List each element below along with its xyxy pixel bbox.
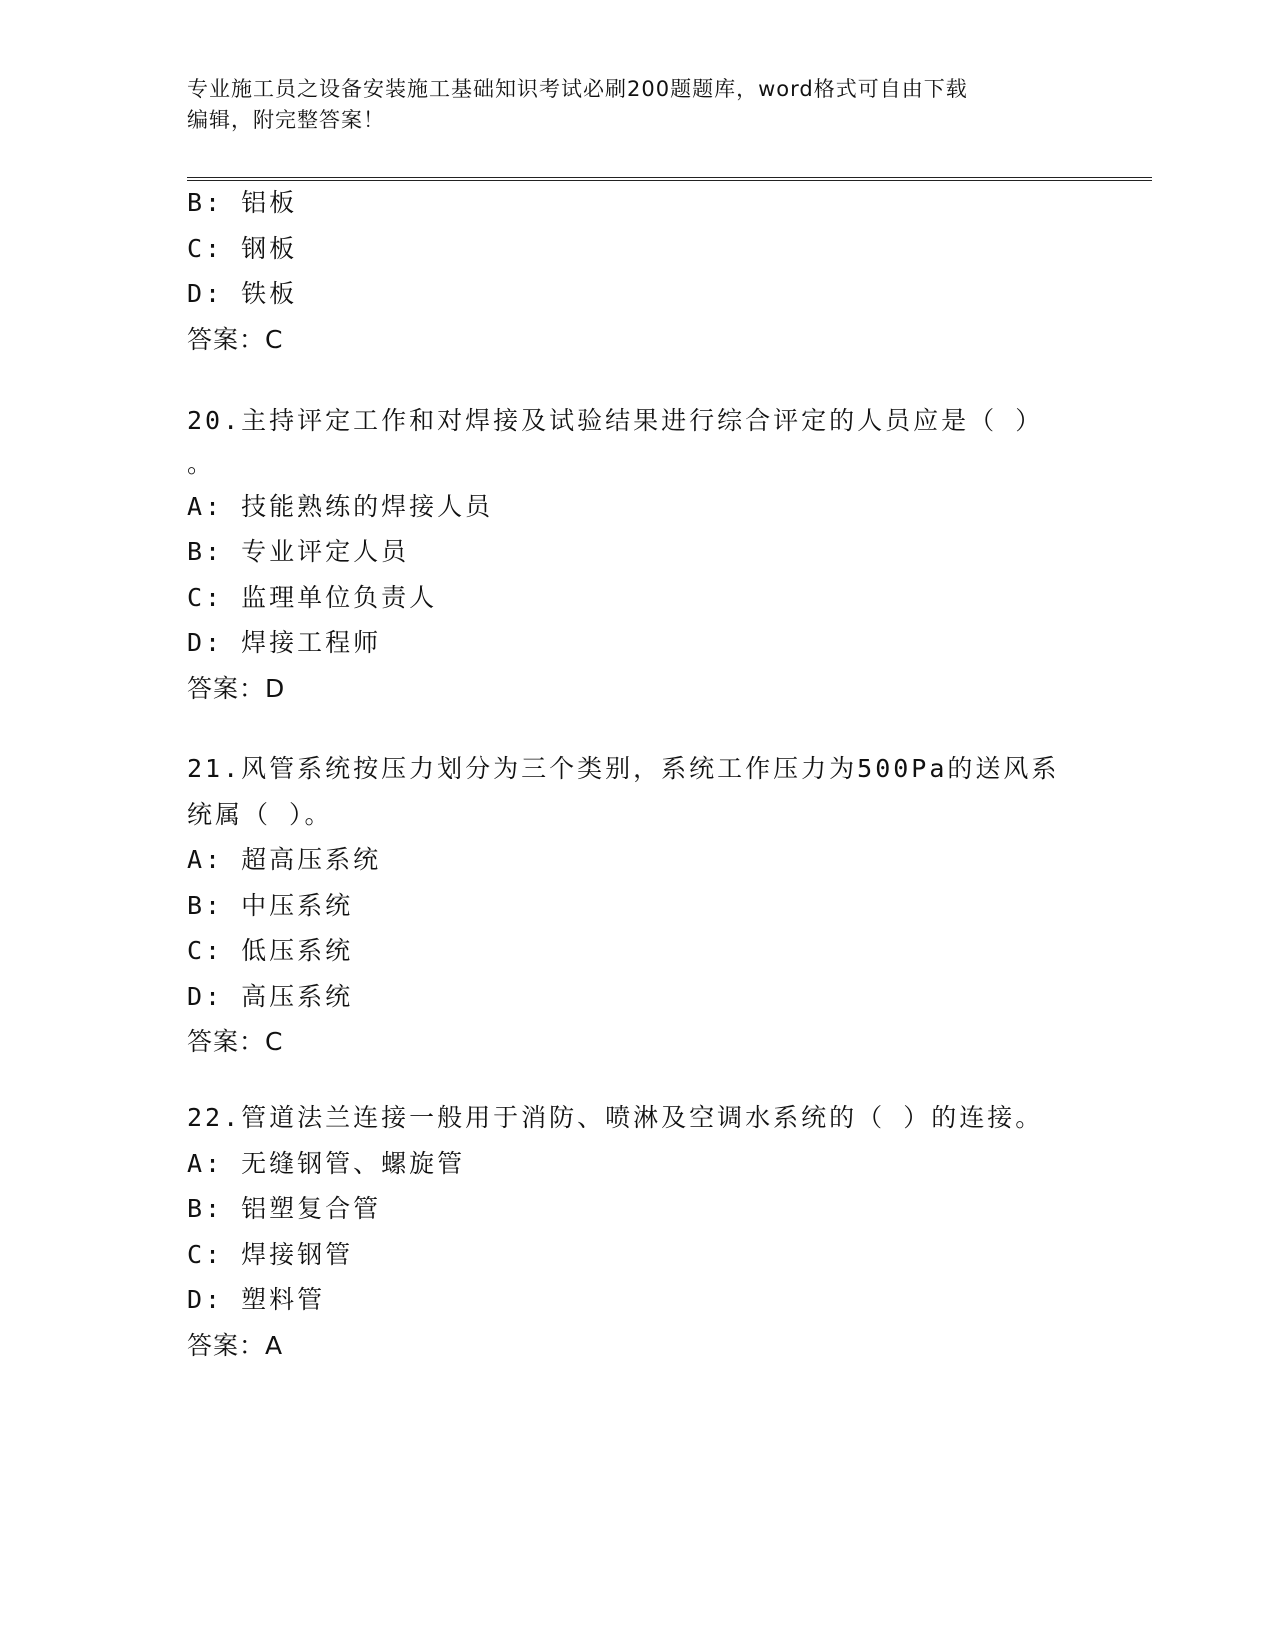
option-d: D: 焊接工程师 [187, 628, 382, 657]
option-b: B: 专业评定人员 [187, 537, 410, 566]
question-22 [187, 1095, 1087, 1368]
question-stem-continued: 统属（ ）。 [187, 799, 333, 829]
answer: 答案：C [187, 324, 284, 354]
question-21 [187, 746, 1087, 1065]
option-b: B: 铝板 [187, 188, 298, 217]
question-stem: 21.风管系统按压力划分为三个类别，系统工作压力为500Pa的送风系 [187, 754, 1060, 783]
question-stem-continued: 。 [187, 448, 216, 478]
question-stem: 22.管道法兰连接一般用于消防、喷淋及空调水系统的（ ）的连接。 [187, 1103, 1044, 1132]
header-title-line-1: 专业施工员之设备安装施工基础知识考试必刷200题题库，word格式可自由下载 [187, 77, 968, 101]
option-c: C: 低压系统 [187, 936, 354, 965]
option-b: B: 铝塑复合管 [187, 1194, 382, 1223]
option-d: D: 塑料管 [187, 1285, 326, 1314]
question-stem: 20.主持评定工作和对焊接及试验结果进行综合评定的人员应是（ ） [187, 406, 1044, 435]
question-19-continued [187, 180, 1087, 362]
answer: 答案：D [187, 673, 286, 703]
option-a: A: 无缝钢管、螺旋管 [187, 1148, 466, 1178]
option-c: C: 焊接钢管 [187, 1239, 354, 1269]
answer: 答案：A [187, 1330, 284, 1360]
option-d: D: 铁板 [187, 279, 298, 308]
option-c: C: 监理单位负责人 [187, 582, 438, 612]
option-d: D: 高压系统 [187, 981, 354, 1011]
option-c: C: 钢板 [187, 233, 298, 263]
document-header [187, 74, 1087, 136]
answer: 答案：C [187, 1027, 284, 1056]
option-a: A: 超高压系统 [187, 845, 382, 874]
option-b: B: 中压系统 [187, 890, 354, 920]
header-title-line-2: 编辑，附完整答案！ [187, 108, 385, 132]
option-a: A: 技能熟练的焊接人员 [187, 491, 494, 521]
question-20 [187, 398, 1087, 711]
